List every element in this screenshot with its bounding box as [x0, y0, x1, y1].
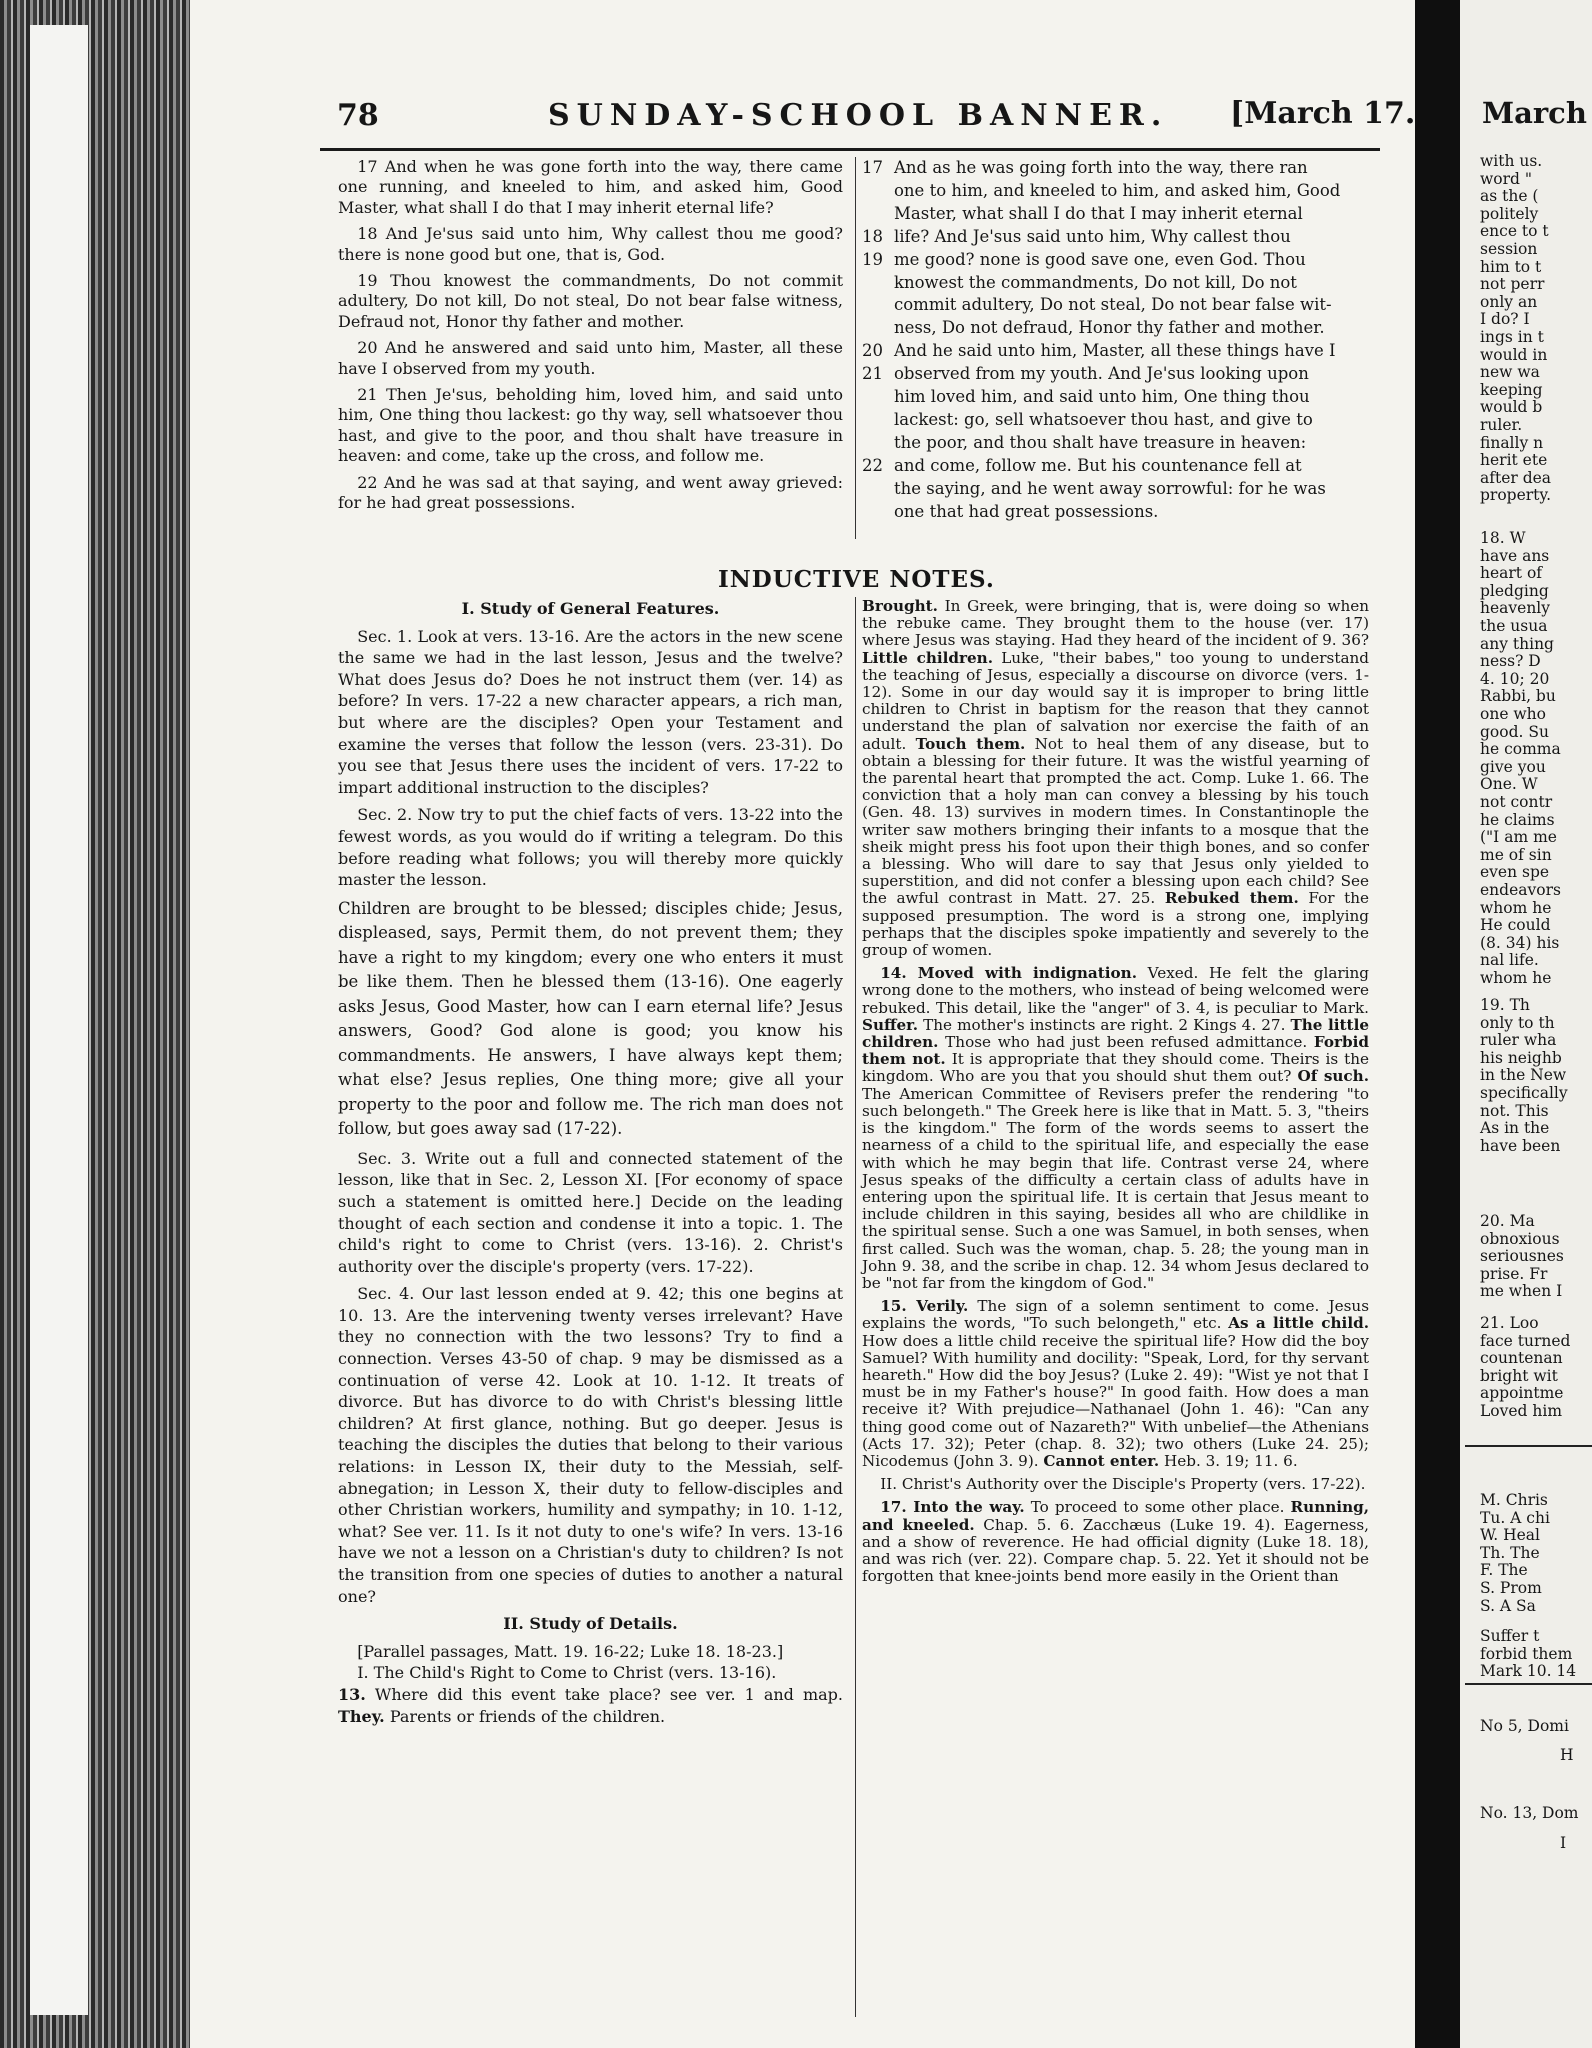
facing-page-line: countenan — [1480, 1349, 1563, 1368]
revised-verse-line — [862, 294, 1367, 317]
revised-verse-line — [862, 249, 1367, 272]
revised-verse-line — [862, 363, 1367, 386]
facing-page-line: Suffer t — [1480, 1627, 1540, 1645]
note-they-text: Parents or friends of the children. — [389, 1706, 666, 1726]
revised-verse-line — [862, 317, 1367, 340]
facing-page-line: one who — [1480, 705, 1546, 723]
verse-number: 20 — [862, 341, 883, 361]
notes-column-divider — [855, 597, 856, 2017]
book-edge — [0, 0, 190, 2048]
publication-title: SUNDAY-SCHOOL BANNER. — [548, 98, 1169, 133]
facing-page-line: would b — [1480, 398, 1543, 417]
note-text: Chap. 5. 6. Zacchæus (Luke 19. 4). Eagerness, and a show of reverence. He had official dignity (Luke 18. 18), and was rich (ver. 22). Compare chap. 5. 22. Yet it should not be forgotten that knee-joints bend more easily in the Orient than — [862, 1515, 1369, 1586]
facing-page-line: the usua — [1480, 617, 1548, 635]
note-13-text: Where did this event take place? see ver. 1 and map. — [374, 1684, 843, 1704]
revised-verse-line — [862, 501, 1367, 524]
facing-page-line: whom he — [1480, 898, 1552, 917]
facing-page-line: not contr — [1480, 793, 1553, 811]
facing-page-line: whom he — [1480, 969, 1552, 987]
issue-date: [March 17. — [1230, 96, 1416, 131]
revised-verse-line — [862, 226, 1367, 249]
facing-page-line: keeping — [1480, 380, 1543, 399]
facing-page-line: ence to t — [1480, 222, 1549, 241]
facing-page-line: herit ete — [1480, 451, 1548, 470]
facing-page-line: any thing — [1480, 634, 1554, 653]
revised-verse-line — [862, 478, 1367, 501]
verse-number: 17 — [862, 158, 883, 177]
notes-left-column — [338, 598, 843, 1727]
note-text: Heb. 3. 19; 11. 6. — [1163, 1451, 1298, 1470]
verse-number: 19 — [862, 249, 883, 269]
facing-page-line: ruler. — [1480, 416, 1523, 434]
facing-page-line: heavenly — [1480, 599, 1551, 618]
facing-page-line: 21. Loo — [1480, 1314, 1539, 1332]
verse-21: 21 Then Je'sus, beholding him, loved him, and said unto him, One thing thou lackest: go thy way, sell whatsoever thou hast, and give to the poor, and thou shalt have treasure in heaven: and come, take up the cross, and follow me. — [338, 385, 843, 466]
facing-page-line: 18. W — [1480, 529, 1526, 547]
facing-page-line: new wa — [1480, 363, 1540, 382]
revised-verse-line — [862, 157, 1367, 180]
book-gutter — [1415, 0, 1460, 2048]
verse-19: 19 Thou knowest the commandments, Do not commit adultery, Do not kill, Do not steal, Do not bear false witness, Defraud not, Honor thy father and mother. — [338, 271, 843, 331]
header-rule — [320, 148, 1380, 151]
subheading-general-features: I. Study of General Features. — [461, 599, 720, 618]
facing-page-line: obnoxious — [1480, 1229, 1560, 1248]
facing-page-line: (8. 34) his — [1480, 933, 1560, 952]
verse-22: 22 And he was sad at that saying, and went away grieved: for he had great possessions. — [338, 472, 843, 513]
note-verse-14 — [862, 965, 1369, 1292]
revised-verse-text: me good? none is good save one, even God. Thou — [894, 249, 1306, 269]
revised-verse-line — [862, 409, 1367, 432]
facing-page-line: ruler wha — [1480, 1031, 1557, 1050]
keyword-13: 13. — [338, 1684, 366, 1704]
revised-verse-text: And he said unto him, Master, all these things have I — [894, 341, 1336, 361]
facing-page-hymn: No 5, Domi — [1480, 1717, 1569, 1735]
facing-page-line: F. The — [1480, 1561, 1528, 1580]
facing-page-line: me of sin — [1480, 845, 1552, 864]
facing-page-line: good. Su — [1480, 722, 1549, 741]
keyword-running-and-kneeled: Running, and kneeled. — [862, 1498, 1370, 1534]
facing-page-line: he comma — [1480, 740, 1561, 759]
facing-page-line: would in — [1480, 345, 1548, 364]
note-text: The sign of a solemn sentiment to come. Jesus explains the words, "To such belongeth," etc. — [862, 1297, 1369, 1333]
subheading-details: II. Study of Details. — [503, 1614, 678, 1634]
facing-page-line: bright wit — [1480, 1366, 1558, 1385]
facing-page-rule — [1465, 1445, 1592, 1447]
keyword-suffer: Suffer. — [862, 1015, 919, 1034]
facing-page-line: As in the — [1480, 1119, 1550, 1138]
revised-verse-text: one that had great possessions. — [894, 501, 1159, 521]
note-text: For the supposed presumption. The word is a strong one, implying perhaps that the disciples spoke impatiently and severely to the group of women. — [862, 889, 1370, 960]
book-edge-paper — [30, 25, 88, 2015]
facing-page-line: politely — [1480, 204, 1539, 223]
revised-verse-line — [862, 432, 1367, 455]
facing-page-line: only to th — [1480, 1013, 1555, 1032]
facing-page-line: Tu. A chi — [1480, 1508, 1550, 1527]
note-text: Not to heal them of any disease, but to obtain a blessing for their future. It was the wistful yearning of the parental heart that prompted the act. Comp. Luke 1. 66. The conviction that a holy man can convey a blessing by his touch (Gen. 48. 13) survives in modern times. In Constantinople the writer saw mothers bringing their infants to a mosque that the sheik might press his foot upon their thigh bones, and so confer a blessing. Who will dare to say that Jesus only yielded to superstition, and did not confer a blessing upon each child? See the awful contrast in Matt. 27. 25. — [862, 734, 1370, 908]
keyword-verily: 15. Verily. — [880, 1297, 969, 1316]
facing-page-line: face turned — [1480, 1331, 1571, 1350]
facing-page-hymn: H — [1560, 1746, 1574, 1764]
facing-page-hymn: No. 13, Dom — [1480, 1804, 1579, 1822]
facing-page-line: S. A Sa — [1480, 1596, 1536, 1615]
facing-page-line: his neighb — [1480, 1048, 1562, 1067]
facing-page-line: in the New — [1480, 1066, 1567, 1085]
facing-page-rule — [1465, 1683, 1592, 1685]
facing-page-line: He could — [1480, 916, 1551, 935]
facing-page — [1460, 0, 1592, 2048]
note-text: It is appropriate that they should come. Theirs is the kingdom. Who are you that you should shut them out? — [862, 1050, 1370, 1086]
facing-page-line: him to t — [1480, 257, 1542, 276]
facing-page-line: only an — [1480, 292, 1538, 311]
revised-verse-text: lackest: go, sell whatsoever thou hast, and give to — [894, 409, 1313, 429]
note-verse-17 — [862, 1499, 1369, 1585]
facing-page-line: ("I am me — [1480, 828, 1557, 847]
revised-version-column — [862, 157, 1367, 524]
note-text: Those who had just been refused admittance. — [945, 1033, 1308, 1052]
facing-page-line: 20. Ma — [1480, 1212, 1535, 1230]
facing-page-line: have been — [1480, 1136, 1561, 1155]
facing-page-line: prise. Fr — [1480, 1264, 1548, 1283]
keyword-of-such: Of such. — [1297, 1067, 1370, 1086]
revised-verse-text: ness, Do not defraud, Honor thy father and mother. — [894, 318, 1325, 338]
authorized-version-column — [338, 157, 843, 520]
verse-18: 18 And Je'sus said unto him, Why callest thou me good? there is none good but one, that is, God. — [338, 224, 843, 264]
revised-verse-text: commit adultery, Do not steal, Do not bear false wit- — [894, 295, 1332, 315]
facing-page-line: I do? I — [1480, 310, 1530, 329]
telegram-summary: Children are brought to be blessed; disciples chide; Jesus, displeased, says, Permit them, do not prevent them; they have a right to my kingdom; every one who enters it must be like them. Then he blessed them (13-16). One eagerly asks Jesus, Good Master, how can I earn eternal life? Jesus answers, Good? God alone is good; you know his commandments. He answers, I have always kept them; what else? Jesus replies, One thing more; give all your property to the poor and follow me. The rich man does not follow, but goes away sad (17-22). — [338, 898, 843, 1139]
facing-page-line: appointme — [1480, 1384, 1564, 1403]
facing-page-line: he claims — [1480, 810, 1555, 829]
revised-verse-text: And as he was going forth into the way, there ran — [894, 158, 1308, 177]
facing-page-line: 19. Th — [1480, 996, 1530, 1014]
keyword-they: They. — [338, 1706, 385, 1726]
note-text: How does a little child receive the spiritual life? How did the boy Samuel? With humility and docility: "Speak, Lord, for thy servant heareth." How did the boy Jesus? (Luke 2. 49): "Wist ye not that I must be in my Father's house?" In good faith. How does a man receive it? With prejudice—Nathanael (John 1. 46): "Can any thing good come out of Nazareth?" With unbelief—the Athenians (Acts 17. 32); Peter (chap. 8. 32); two others (Luke 24. 25); Nicodemus (John 3. 9). — [862, 1331, 1369, 1470]
facing-page-line: give you — [1480, 757, 1546, 776]
keyword-rebuked-them: Rebuked them. — [1164, 889, 1299, 908]
facing-page-line: M. Chris — [1480, 1491, 1548, 1509]
section-heading-inductive-notes: INDUCTIVE NOTES. — [718, 566, 995, 593]
revised-verse-line — [862, 340, 1367, 363]
note-text: The American Committee of Revisers prefer the rendering "to such belongeth." The Greek here is like that in Matt. 5. 3, "theirs is the kingdom." The form of the words seems to assert the nearness of a child to the spiritual life, and especially the ease with which he may begin that life. Contrast verse 24, where Jesus speaks of the difficulty a certain class of adults have in entering upon the spiritual life. It is certain that Jesus meant to include children in this saying, besides all who are childlike in the spiritual sense. Such a one was Samuel, in both senses, when first called. Such was the woman, chap. 5. 28; the young man in John 9. 38, and the scribe in chap. 12. 34 whom Jesus declared to be "not far from the kingdom of God." — [862, 1084, 1369, 1292]
revised-verse-text: observed from my youth. And Je'sus looking upon — [894, 364, 1309, 384]
section-3-paragraph: Sec. 3. Write out a full and connected statement of the lesson, like that in Sec. 2, Lesson XI. [For economy of space such a statement is omitted here.] Decide on the leading thought of each section and condense it into a topic. 1. The child's right to come to Christ (vers. 13-16). 2. Christ's authority over the disciple's property (vers. 17-22). — [338, 1148, 843, 1276]
facing-page-line: ings in t — [1480, 328, 1544, 346]
facing-page-line: 4. 10; 20 — [1480, 669, 1550, 688]
keyword-moved-with-indignation: 14. Moved with indignation. — [880, 964, 1137, 983]
revised-verse-line — [862, 203, 1367, 226]
revised-verse-text: the poor, and thou shalt have treasure in heaven: — [894, 432, 1307, 452]
keyword-into-the-way: 17. Into the way. — [880, 1498, 1025, 1517]
note-text: The mother's instincts are right. 2 Kings 4. 27. — [923, 1015, 1286, 1034]
facing-page-line: seriousnes — [1480, 1247, 1564, 1266]
scripture-column-divider — [855, 157, 856, 539]
keyword-brought: Brought. — [862, 597, 938, 615]
verse-number: 21 — [862, 364, 883, 384]
facing-page-line: not perr — [1480, 275, 1545, 294]
note-text: To proceed to some other place. — [1030, 1498, 1285, 1517]
page-number: 78 — [337, 98, 379, 133]
facing-page-line: nal life. — [1480, 951, 1539, 970]
note-text: In Greek, were bringing, that is, were doing so when the rebuke came. They brought them to the house (ver. 17) where Jesus was staying. Had they heard of the incident of 9. 36? — [862, 597, 1370, 650]
facing-page-line: session — [1480, 240, 1538, 258]
facing-page-line: endeavors — [1480, 881, 1561, 899]
facing-page-line: word " — [1480, 169, 1532, 188]
facing-page-line: Th. The — [1480, 1543, 1540, 1562]
verse-17: 17 And when he was gone forth into the way, there came one running, and kneeled to him, and asked him, Good Master, what shall I do that I may inherit eternal life? — [338, 157, 843, 217]
facing-page-line: Mark 10. 14 — [1480, 1662, 1577, 1681]
facing-page-line: pledging — [1480, 581, 1549, 600]
revised-verse-line — [862, 180, 1367, 203]
facing-page-line: have ans — [1480, 546, 1550, 565]
facing-page-line: finally n — [1480, 433, 1544, 452]
revised-verse-text: life? And Je'sus said unto him, Why callest thou — [894, 226, 1291, 246]
verse-number: 18 — [862, 226, 883, 246]
facing-page-line: W. Heal — [1480, 1526, 1540, 1545]
note-brought — [862, 598, 1369, 959]
keyword-forbid-them-not: Forbid them not. — [862, 1033, 1369, 1069]
note-verse-13 — [338, 1684, 843, 1727]
revised-verse-text: and come, follow me. But his countenance fell at — [894, 455, 1302, 475]
facing-page-line: forbid them — [1480, 1644, 1573, 1663]
facing-page-line: after dea — [1480, 468, 1552, 487]
section-2-paragraph: Sec. 2. Now try to put the chief facts of vers. 13-22 into the fewest words, as you would do if writing a telegram. Do this before reading what follows; you will thereby more quickly master the lesson. — [338, 805, 843, 890]
revised-verse-line — [862, 272, 1367, 295]
facing-page-line: even spe — [1480, 863, 1550, 882]
revised-verse-text: one to him, and kneeled to him, and asked him, Good — [894, 180, 1341, 200]
topic-child-right: I. The Child's Right to Come to Christ (vers. 13-16). — [357, 1663, 777, 1683]
note-text: Luke, "their babes," too young to understand the teaching of Jesus, especially a discourse on divorce (vers. 1-12). Some in our day would say it is improper to bring little children to Christ in baptism for the reason that they cannot understand the plan of salvation nor exercise the faith of an adult. — [862, 648, 1370, 753]
note-text: Vexed. He felt the glaring wrong done to the mothers, who instead of being welcomed were rebuked. This detail, like the "anger" of 3. 4, is peculiar to Mark. — [862, 964, 1369, 1017]
verse-20: 20 And he answered and said unto him, Master, all these have I observed from my youth. — [338, 338, 843, 378]
section-1-paragraph: Sec. 1. Look at vers. 13-16. Are the actors in the new scene the same we had in the last lesson, Jesus and the twelve? What does Jesus do? Does he not instruct them (ver. 14) as before? In vers. 17-22 a new character appears, a rich man, but where are the disciples? Open your Testament and examine the verses that follow the lesson (vers. 23-31). Do you see that Jesus there uses the incident of vers. 17-22 to impart additional instruction to the disciples? — [338, 626, 843, 797]
topic-christ-authority: II. Christ's Authority over the Disciple's Property (vers. 17-22). — [880, 1475, 1366, 1494]
facing-page-line: ness? D — [1480, 652, 1541, 671]
facing-page-line: as the ( — [1480, 187, 1539, 206]
facing-page-line: Rabbi, bu — [1480, 687, 1556, 706]
revised-verse-line — [862, 386, 1367, 409]
facing-page-line: specifically — [1480, 1084, 1568, 1102]
facing-page-line: heart of — [1480, 564, 1543, 583]
facing-page-line: Loved him — [1480, 1402, 1563, 1420]
parallel-passages: [Parallel passages, Matt. 19. 16-22; Luke 18. 18-23.] — [357, 1641, 784, 1661]
keyword-touch-them: Touch them. — [915, 734, 1026, 753]
keyword-the-little-children: The little children. — [862, 1015, 1369, 1052]
facing-page-line: property. — [1480, 486, 1552, 505]
note-verse-15 — [862, 1298, 1369, 1470]
keyword-as-a-little-child: As a little child. — [1228, 1314, 1369, 1333]
facing-page-line: One. W — [1480, 775, 1538, 794]
notes-right-column — [862, 598, 1369, 1591]
facing-page-header: March — [1482, 96, 1587, 130]
revised-verse-text: the saying, and he went away sorrowful: for he was — [894, 478, 1326, 498]
revised-verse-text: him loved him, and said unto him, One thing thou — [894, 387, 1310, 407]
keyword-cannot-enter: Cannot enter. — [1043, 1451, 1160, 1470]
section-4-paragraph: Sec. 4. Our last lesson ended at 9. 42; this one begins at 10. 13. Are the intervening twenty verses irrelevant? Have they no connection with the two lessons? Try to find a connection. Verses 43-50 of chap. 9 may be dismissed as a continuation of verse 42. Look at 10. 1-12. It treats of divorce. But has divorce to do with Christ's blessing little children? At first glance, nothing. But go deeper. Jesus is teaching the disciples the duties that belong to their various relations: in Lesson IX, their duty to the Messiah, self-abnegation; in Lesson X, their duty to fellow-disciples and other Christian workers, humility and sympathy; in 10. 1-12, what? See ver. 11. Is it not duty to one's wife? In vers. 13-16 have we not a lesson on a Christian's duty to children? Is not the transition from one species of duties to another a natural one? — [338, 1284, 843, 1606]
verse-number: 22 — [862, 455, 883, 475]
facing-page-line: not. This — [1480, 1101, 1549, 1120]
facing-page-line: with us. — [1480, 152, 1543, 170]
facing-page-line: S. Prom — [1480, 1579, 1542, 1597]
revised-verse-text: Master, what shall I do that I may inherit eternal — [894, 203, 1303, 223]
facing-page-hymn: I — [1560, 1834, 1567, 1852]
keyword-little-children: Little children. — [862, 648, 994, 667]
facing-page-line: me when I — [1480, 1282, 1563, 1301]
revised-verse-line — [862, 455, 1367, 478]
revised-verse-text: knowest the commandments, Do not kill, Do not — [894, 272, 1297, 292]
